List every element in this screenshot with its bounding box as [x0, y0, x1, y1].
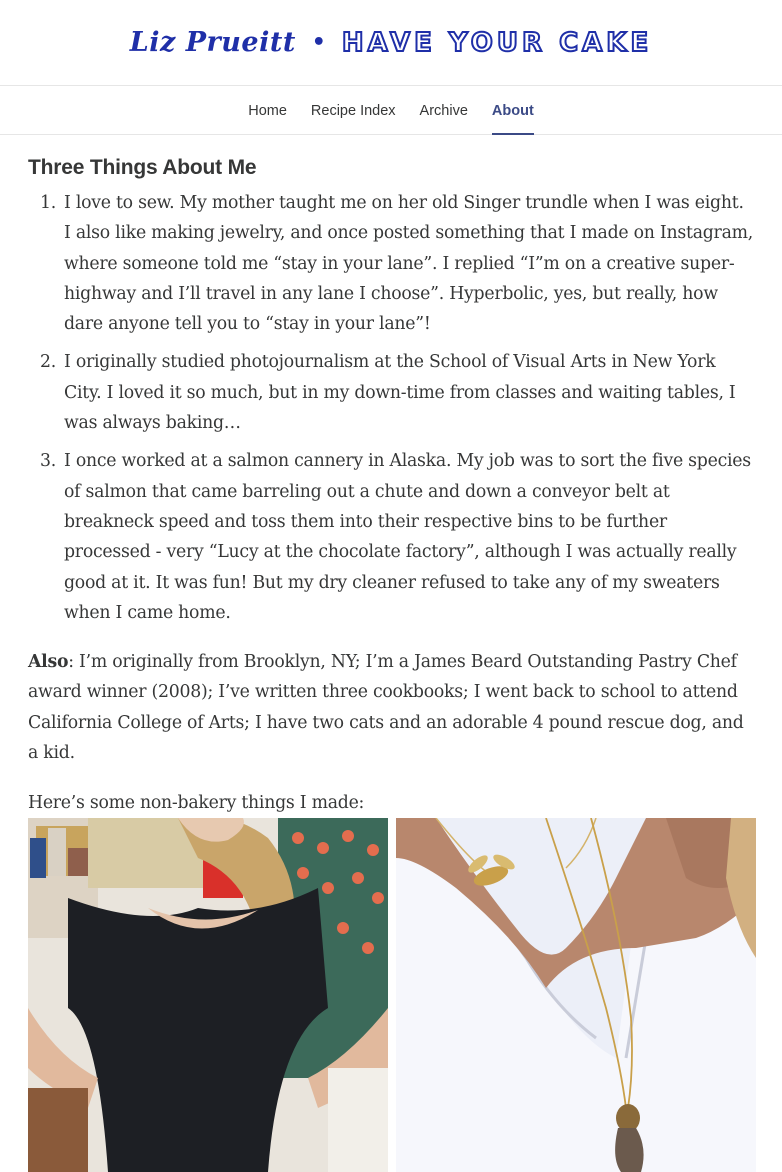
also-text: : I’m originally from Brooklyn, NY; I’m a James Beard Outstanding Pastry Chef award winner (2008); I’ve written three cookbooks; I went back to school to attend California College of Arts; I have two cats and an adorable 4 pound rescue dog, and a kid.	[28, 652, 744, 764]
gallery-intro: Here’s some non-bakery things I made:	[28, 793, 365, 814]
bee-necklace-photo[interactable]	[396, 818, 756, 1172]
dress-image	[28, 818, 388, 1172]
list-item	[40, 347, 754, 438]
photo-gallery	[28, 818, 756, 1172]
list-item	[40, 446, 754, 628]
list-text: I once worked at a salmon cannery in Alaska. My job was to sort the five species of salmon that came barreling out a chute and down a conveyor belt at breakneck speed and toss them into their respective bins to be further processed - very “Lucy at the chocolate factory”, although I was actually really good at it. It was fun! But my dry cleaner refused to take any of my sweaters when I came home.	[64, 451, 751, 623]
black-dress-photo[interactable]	[28, 818, 388, 1172]
nav-archive[interactable]: Archive	[419, 103, 468, 119]
list-text: I originally studied photojournalism at the School of Visual Arts in New York City. I loved it so much, but in my down-time from classes and waiting tables, I was always baking…	[64, 352, 736, 434]
section-heading: Three Things About Me	[28, 156, 257, 179]
nav-recipe-index[interactable]: Recipe Index	[310, 103, 396, 119]
site-logo[interactable]	[130, 27, 652, 58]
main-nav	[0, 86, 782, 135]
also-paragraph	[28, 647, 754, 768]
necklace-image	[396, 818, 756, 1172]
article-body	[0, 156, 782, 819]
site-header	[0, 0, 782, 86]
list-number: 2.	[40, 352, 56, 373]
list-item	[40, 188, 754, 339]
list-text: I love to sew. My mother taught me on her old Singer trundle when I was eight. I also like making jewelry, and once posted something that I made on Instagram, where someone told me “stay in your lane”. I replied “I”m on a creative super-highway and I’ll travel in any lane I choose”. Hyperbolic, yes, but really, how dare anyone tell you to “stay in your lane”!	[64, 193, 753, 335]
nav-about[interactable]: About	[492, 86, 534, 134]
also-label: Also	[28, 652, 69, 673]
author-name: Liz Prueitt	[129, 27, 296, 58]
list-number: 3.	[40, 451, 56, 472]
brand-separator: •	[311, 30, 326, 55]
list-number: 1.	[40, 193, 56, 213]
things-list	[28, 188, 754, 628]
publication-name: HAVE YOUR CAKE	[341, 27, 653, 58]
nav-home[interactable]: Home	[248, 103, 287, 119]
